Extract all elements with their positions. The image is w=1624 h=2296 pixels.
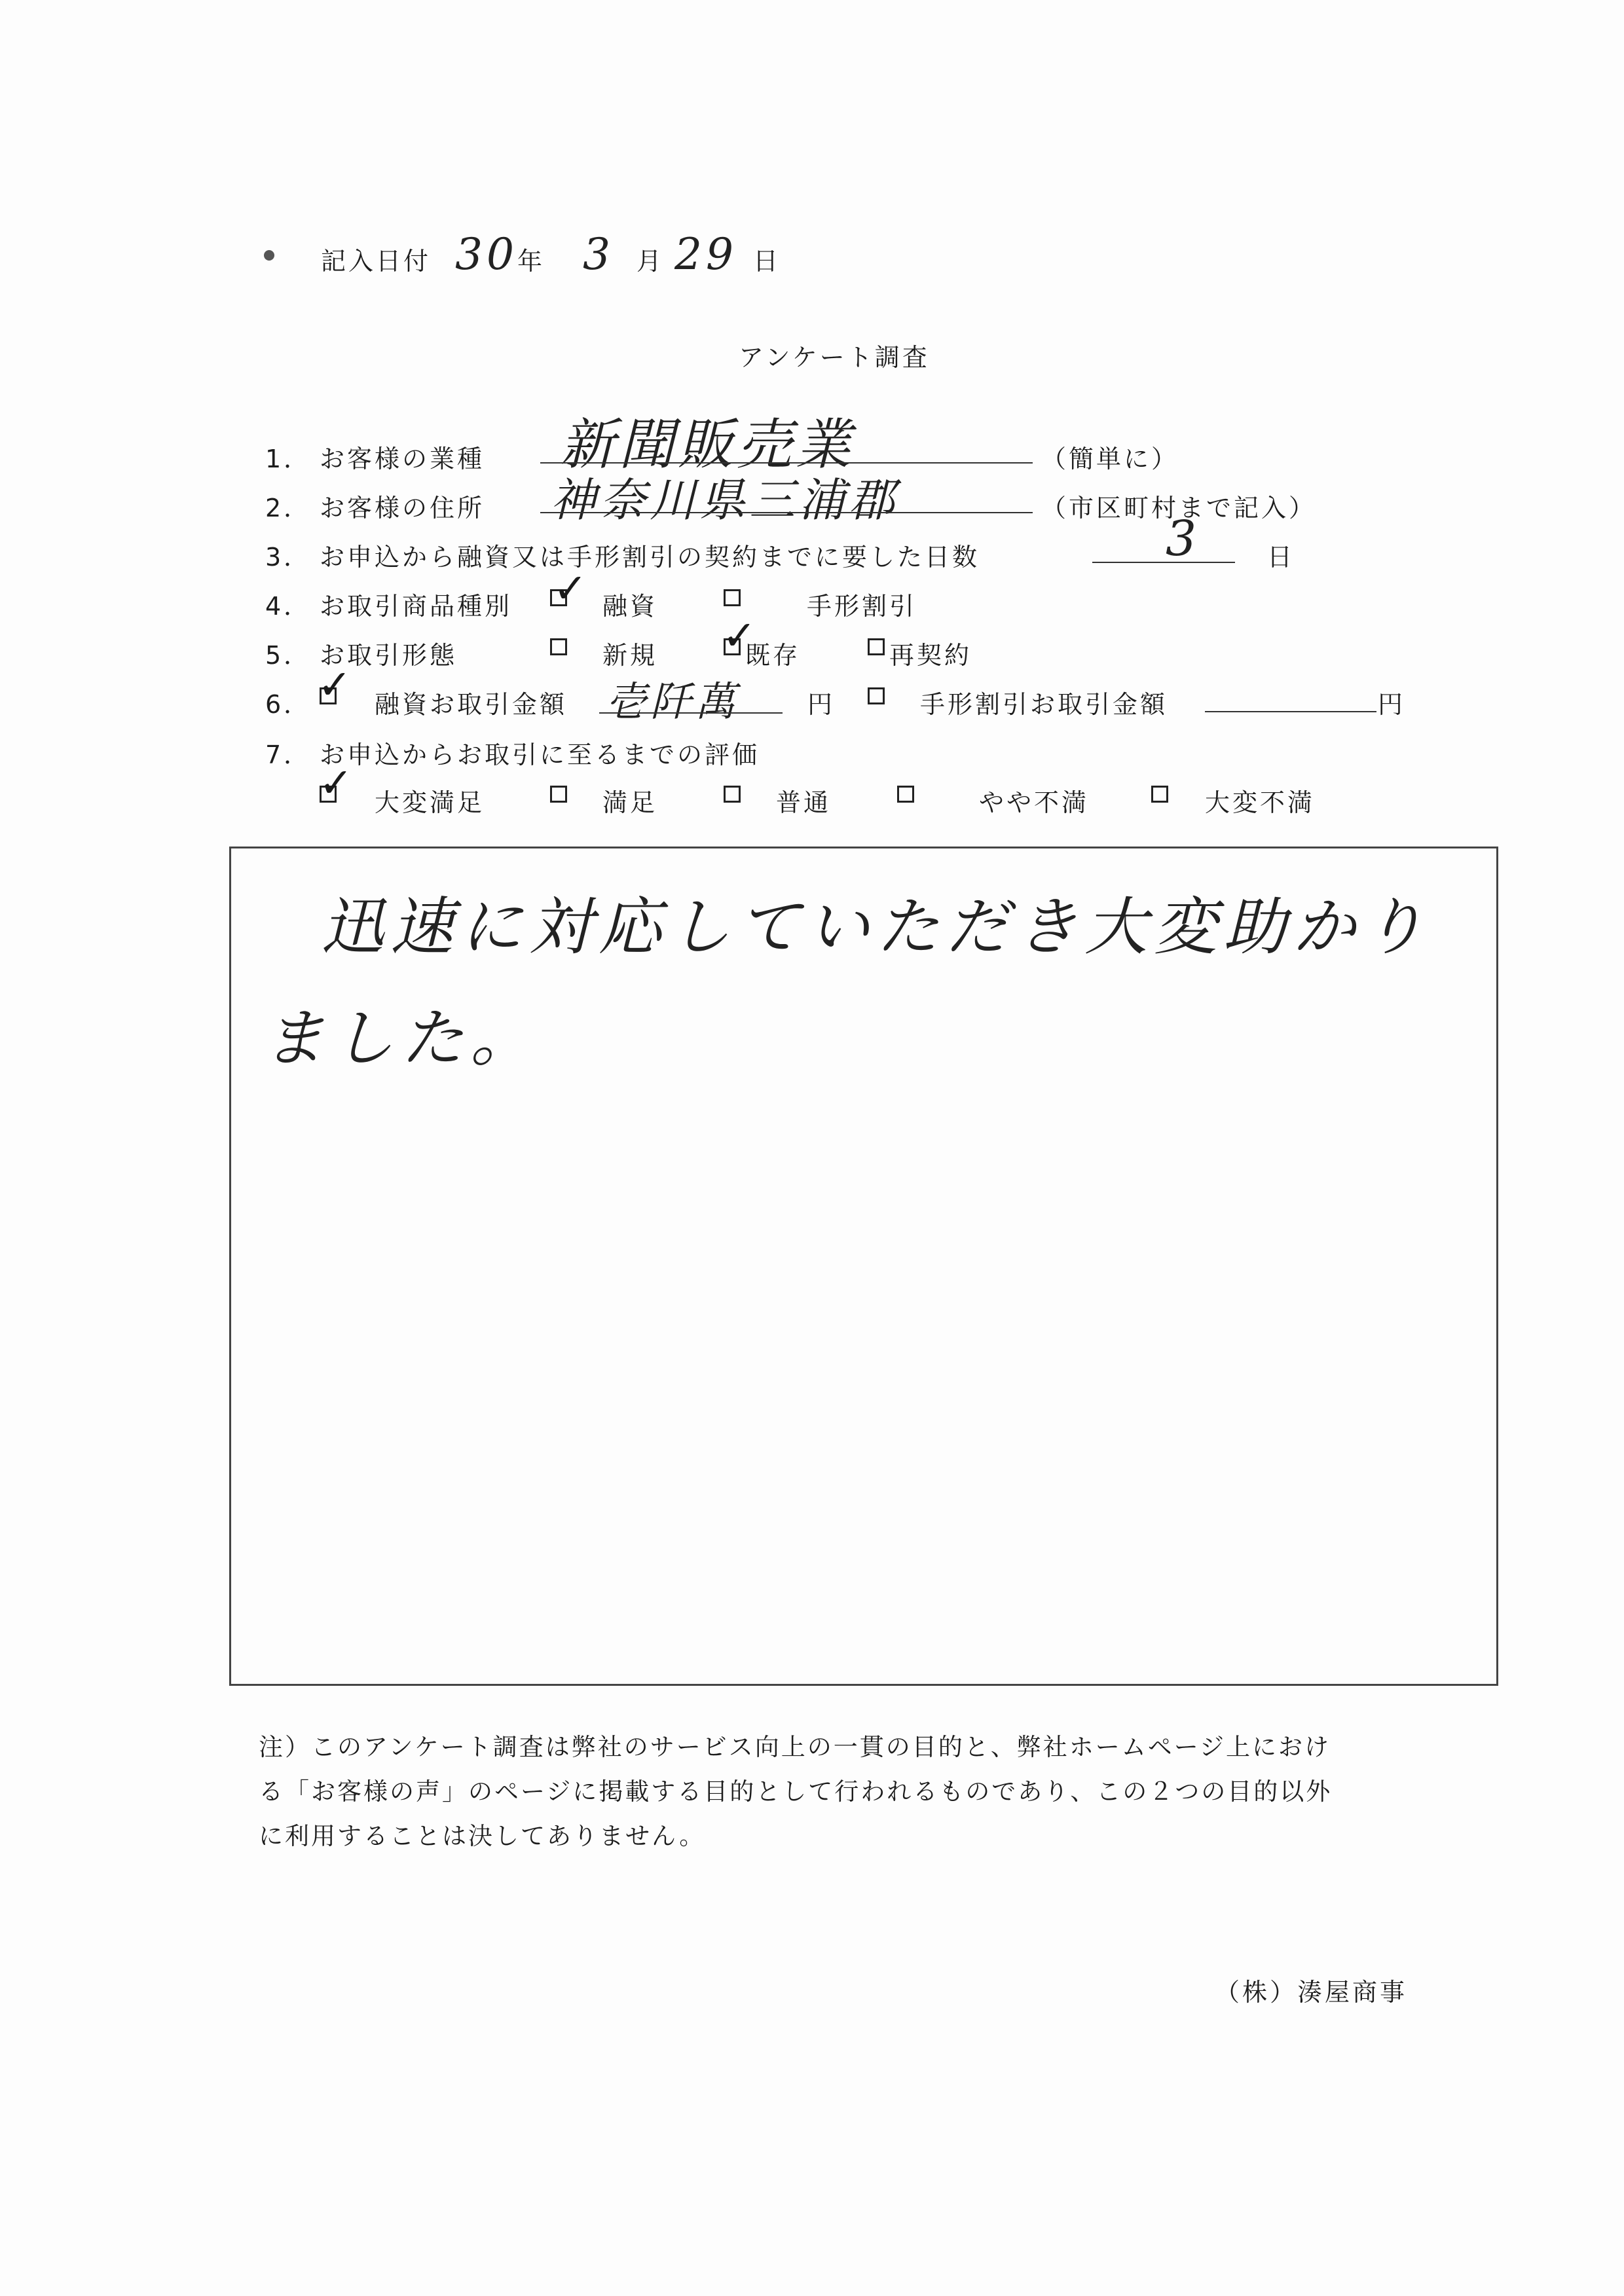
date-month[interactable]: 3 (583, 229, 614, 280)
date-month-unit: 月 (637, 247, 665, 276)
q7-checkbox-normal[interactable] (724, 786, 741, 803)
q4-option-discount: 手形割引 (807, 592, 917, 621)
q5-option-new: 新規 (602, 641, 658, 670)
q3-unit: 日 (1267, 543, 1295, 572)
q7-label: お申込からお取引に至るまでの評価 (320, 740, 760, 769)
bullet-icon (264, 250, 274, 261)
q4-label: お取引商品種別 (320, 592, 513, 621)
check-icon: ✓ (319, 759, 353, 807)
check-icon: ✓ (553, 564, 587, 612)
check-icon: ✓ (722, 611, 756, 659)
page-title: アンケート調査 (739, 343, 930, 372)
comment-line-2: ました。 (262, 1002, 540, 1075)
q6-unit-discount: 円 (1378, 690, 1406, 719)
q2-label: お客様の住所 (320, 494, 485, 522)
q7-checkbox-satisfied[interactable] (550, 786, 567, 803)
q2-hint: （市区町村まで記入） (1041, 494, 1317, 522)
q3-label: お申込から融資又は手形割引の契約までに要した日数 (320, 543, 980, 572)
q7-checkbox-very-dissatisfied[interactable] (1151, 786, 1168, 803)
q2-number: 2． (265, 494, 312, 522)
q6-underline (599, 712, 783, 714)
q6-discount-underline (1205, 711, 1376, 712)
q7-option-normal: 普通 (776, 788, 832, 817)
q6-amount[interactable]: 壱阡萬 (606, 678, 740, 725)
q6-checkbox-discount[interactable] (868, 687, 885, 704)
q7-number: 7． (265, 740, 312, 769)
date-label: 記入日付 (321, 247, 432, 276)
q4-option-financing: 融資 (602, 592, 658, 621)
comment-line-1: 迅速に対応していただき大変助かり (321, 890, 1431, 964)
q1-answer[interactable]: 新聞販売業 (560, 412, 855, 477)
q2-answer[interactable]: 神奈川県三浦郡 (550, 473, 898, 527)
q7-option-very-satisfied: 大変満足 (375, 788, 485, 817)
company-name: （株）湊屋商事 (1215, 1978, 1408, 2007)
q6-unit-financing: 円 (807, 690, 836, 719)
q3-number: 3． (265, 543, 312, 572)
q2-underline (540, 512, 1033, 513)
q3-underline (1092, 562, 1235, 563)
note-line-3: に利用することは決してありません。 (259, 1822, 706, 1850)
q7-checkbox-slightly-dissatisfied[interactable] (897, 786, 914, 803)
date-day[interactable]: 29 (674, 229, 737, 280)
q6-option-financing: 融資お取引金額 (375, 690, 568, 719)
q3-answer[interactable]: 3 (1166, 511, 1201, 567)
q1-number: 1． (265, 445, 312, 473)
q6-number: 6． (265, 690, 312, 719)
comment-box[interactable] (229, 847, 1498, 1686)
q7-option-very-dissatisfied: 大変不満 (1205, 788, 1316, 817)
note-line-2: る「お客様の声」のページに掲載する目的として行われるものであり、この２つの目的以外 (259, 1777, 1333, 1806)
q1-label: お客様の業種 (320, 445, 485, 473)
q5-option-renewal: 再契約 (889, 641, 972, 670)
q5-option-existing: 既存 (745, 641, 801, 670)
q6-option-discount: 手形割引お取引金額 (920, 690, 1168, 719)
q4-number: 4． (265, 592, 312, 621)
q5-checkbox-renewal[interactable] (868, 638, 885, 655)
note-line-1: 注）このアンケート調査は弊社のサービス向上の一貫の目的と、弊社ホームページ上におけ (259, 1733, 1331, 1761)
q7-option-satisfied: 満足 (602, 788, 658, 817)
q7-option-slightly-dissatisfied: やや不満 (979, 788, 1090, 817)
q5-number: 5． (265, 641, 312, 670)
q5-label: お取引形態 (320, 641, 458, 670)
q5-checkbox-new[interactable] (550, 638, 567, 655)
check-icon: ✓ (318, 661, 352, 708)
date-year-unit: 年 (517, 247, 545, 276)
q4-checkbox-discount[interactable] (724, 589, 741, 606)
date-day-unit: 日 (753, 247, 781, 276)
q1-hint: （簡単に） (1041, 445, 1179, 473)
date-year[interactable]: 30 (455, 229, 518, 280)
